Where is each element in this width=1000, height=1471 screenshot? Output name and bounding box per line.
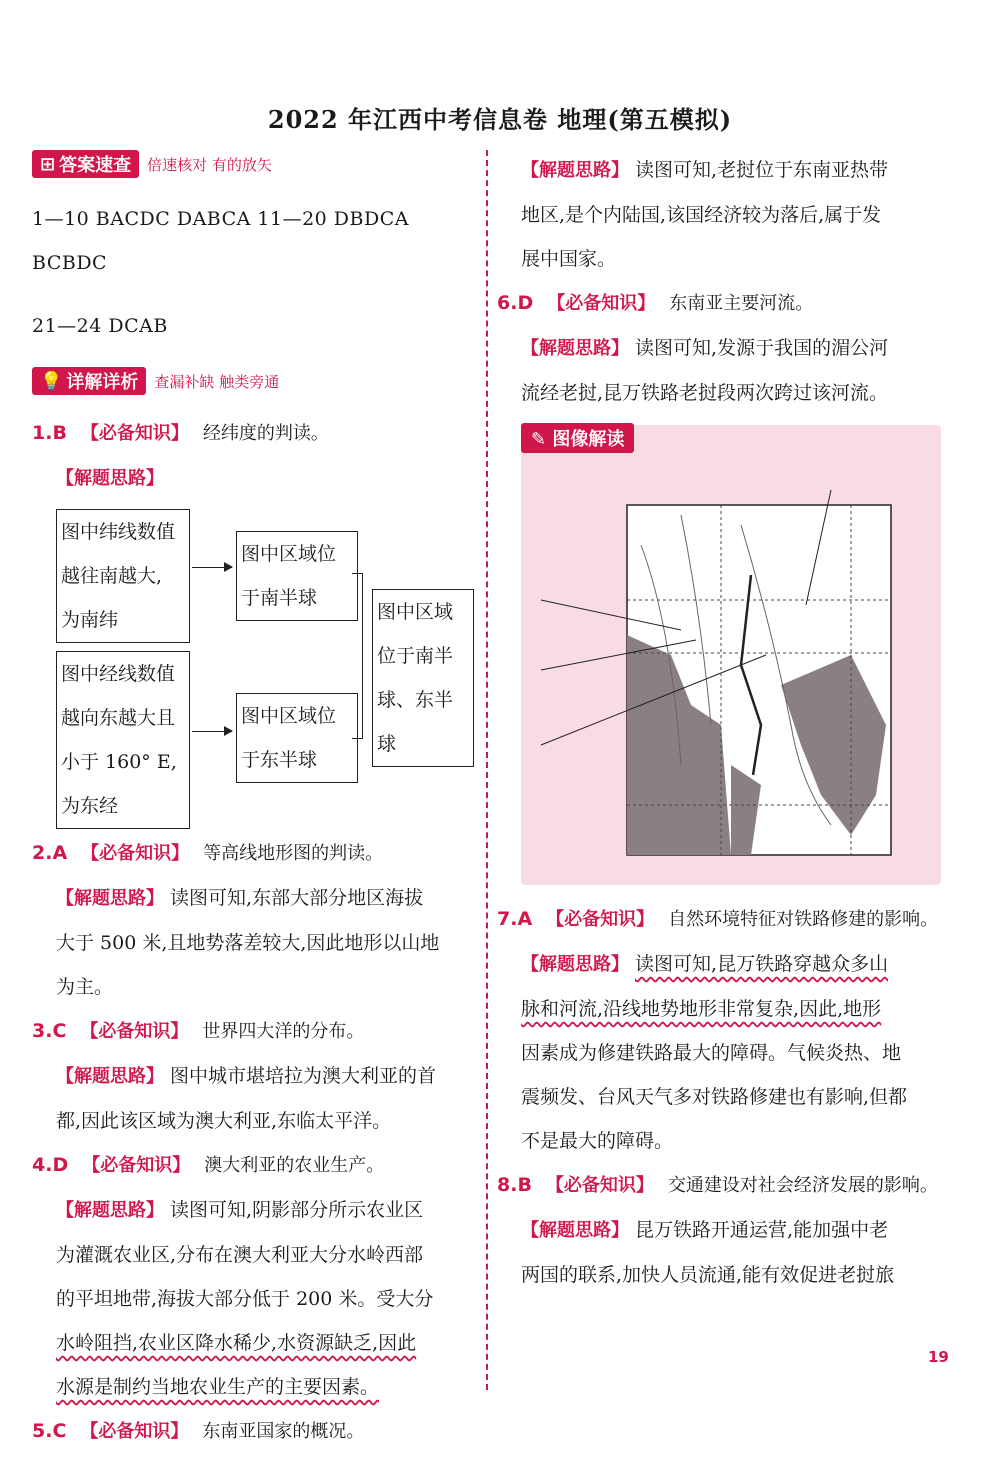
q4-knowledge-label: 【必备知识】 (82, 1155, 191, 1176)
flow-box-south: 图中区域位 于南半球 (236, 531, 358, 621)
flow-box-latitude: 图中纬线数值 越往南越大, 为南纬 (56, 509, 190, 643)
q7-line-5: 不是最大的障碍。 (521, 1130, 674, 1152)
explain-section-header (32, 367, 477, 395)
q4-line-5: 水源是制约当地农业生产的主要因素。 (56, 1376, 380, 1398)
q3-knowledge-label: 【必备知识】 (80, 1021, 189, 1042)
q6-line-1: 【解题思路】 读图可知,发源于我国的湄公河 (521, 337, 889, 359)
q1-knowledge-label: 【必备知识】 (80, 423, 189, 444)
q5-knowledge-label: 【必备知识】 (80, 1421, 189, 1442)
q3-header (32, 1009, 477, 1054)
q2-line-3: 为主。 (56, 976, 114, 998)
explain-tag: 💡 详解详析 (32, 367, 146, 395)
q7-knowledge: 自然环境特征对铁路修建的影响。 (668, 909, 939, 930)
explain-tag-subtitle: 查漏补缺 触类旁通 (154, 372, 280, 391)
q1-thinking-label: 【解题思路】 (56, 468, 164, 489)
q6-knowledge: 东南亚主要河流。 (669, 293, 814, 314)
flow-arrow-2 (192, 731, 232, 732)
map-figure (521, 425, 941, 885)
map-tag: ✎ 图像解读 (521, 423, 634, 453)
flow-box-longitude: 图中经线数值 越向东越大且 小于 160° E, 为东经 (56, 651, 190, 829)
grid-icon: ⊞ (40, 153, 56, 175)
q7-line-4: 震频发、台风天气多对铁路修建也有影响,但都 (521, 1086, 908, 1108)
page-title: 2022 年江西中考信息卷 地理(第五模拟) (267, 105, 733, 134)
q1-thinking-label-line (32, 456, 477, 501)
q7-header (497, 897, 952, 942)
q2-line-2: 大于 500 米,且地势落差较大,因此地形以山地 (56, 932, 440, 954)
pen-icon: ✎ (531, 429, 547, 450)
q7-number: 7.A (497, 908, 533, 930)
q2-line-1: 【解题思路】 读图可知,东部大部分地区海拔 (56, 887, 424, 909)
q4-header (32, 1143, 477, 1188)
q8-knowledge: 交通建设对社会经济发展的影响。 (667, 1175, 938, 1196)
q8-line-1: 【解题思路】 昆万铁路开通运营,能加强中老 (521, 1219, 889, 1241)
lightbulb-icon: 💡 (40, 370, 63, 392)
left-column (32, 150, 477, 1454)
q7-line-1: 【解题思路】 读图可知,昆万铁路穿越众多山 (521, 953, 889, 975)
answer-row-2: 21—24 DCAB (32, 315, 168, 337)
q4-number: 4.D (32, 1154, 69, 1176)
q5-knowledge: 东南亚国家的概况。 (202, 1421, 365, 1442)
q5-line-2: 地区,是个内陆国,该国经济较为落后,属于发 (521, 204, 882, 226)
q2-number: 2.A (32, 842, 68, 864)
q4-line-2: 为灌溉农业区,分布在澳大利亚大分水岭西部 (56, 1244, 424, 1266)
q2-knowledge-label: 【必备知识】 (81, 843, 190, 864)
q3-number: 3.C (32, 1020, 67, 1042)
column-divider (486, 150, 488, 1390)
q5-line-1: 【解题思路】 读图可知,老挝位于东南亚热带 (521, 159, 889, 181)
q5-header (32, 1409, 477, 1454)
q8-number: 8.B (497, 1174, 532, 1196)
q8-line-2: 两国的联系,加快人员流通,能有效促进老挝旅 (521, 1264, 895, 1286)
flow-brace (352, 573, 363, 739)
answer-row-1: 1—10 BACDC DABCA 11—20 DBDCA BCBDC (32, 208, 409, 274)
q6-number: 6.D (497, 292, 534, 314)
flow-arrow-1 (192, 567, 232, 568)
flow-box-east: 图中区域位 于东半球 (236, 693, 358, 783)
q4-line-1: 【解题思路】 读图可知,阴影部分所示农业区 (56, 1199, 424, 1221)
q8-header (497, 1163, 952, 1208)
q6-header (497, 281, 952, 326)
answers-section-header (32, 150, 477, 178)
q3-line-1: 【解题思路】 图中城市堪培拉为澳大利亚的首 (56, 1065, 437, 1087)
q5-number: 5.C (32, 1420, 67, 1442)
q1-header (32, 411, 477, 456)
q6-line-2: 流经老挝,昆万铁路老挝段两次跨过该河流。 (521, 382, 889, 404)
q3-knowledge: 世界四大洋的分布。 (202, 1021, 365, 1042)
answers-tag: ⊞ 答案速查 (32, 150, 139, 178)
q6-knowledge-label: 【必备知识】 (547, 293, 656, 314)
q4-line-3: 的平坦地带,海拔大部分低于 200 米。受大分 (56, 1288, 434, 1310)
q2-knowledge: 等高线地形图的判读。 (203, 843, 384, 864)
q4-knowledge: 澳大利亚的农业生产。 (204, 1155, 385, 1176)
q5-line-3: 展中国家。 (521, 248, 617, 270)
q4-line-4: 水岭阻挡,农业区降水稀少,水资源缺乏,因此 (56, 1332, 417, 1354)
map-drawing (531, 465, 931, 875)
q2-header (32, 831, 477, 876)
q7-line-2: 脉和河流,沿线地势地形非常复杂,因此,地形 (521, 998, 882, 1020)
q1-flowchart (56, 501, 477, 831)
answers-tag-subtitle: 倍速核对 有的放矢 (147, 155, 272, 174)
page-number: 19 (928, 1348, 949, 1366)
q7-knowledge-label: 【必备知识】 (546, 909, 655, 930)
q7-line-3: 因素成为修建铁路最大的障碍。气候炎热、地 (521, 1042, 902, 1064)
q3-line-2: 都,因此该区域为澳大利亚,东临太平洋。 (56, 1110, 392, 1132)
q1-number: 1.B (32, 422, 67, 444)
flow-box-conclusion: 图中区域 位于南半 球、东半球 (372, 589, 474, 767)
q1-knowledge: 经纬度的判读。 (202, 423, 329, 444)
q8-knowledge-label: 【必备知识】 (545, 1175, 654, 1196)
right-column (497, 148, 952, 1297)
